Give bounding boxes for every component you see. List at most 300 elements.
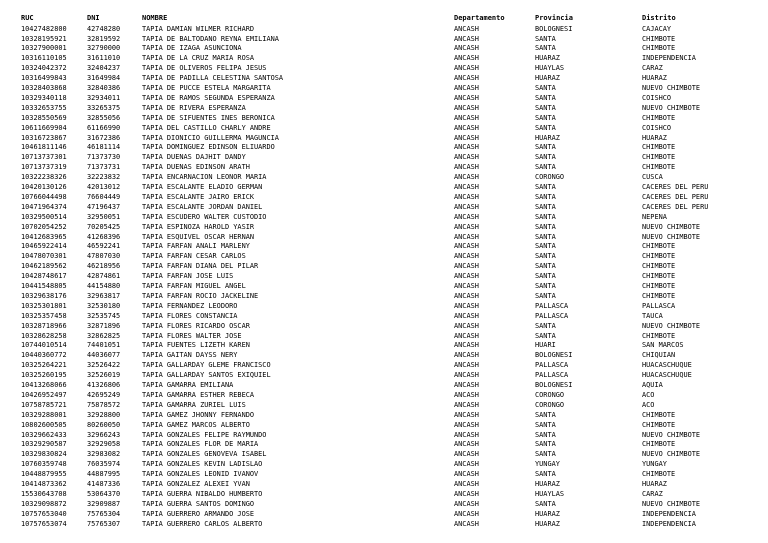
- nombre-cell: TAPIA FARFAN JOSE LUIS: [142, 272, 234, 281]
- table-row: [0, 203, 768, 213]
- dni-cell: 44887995: [87, 470, 121, 479]
- provincia-cell: SANTA: [535, 183, 556, 191]
- departamento-cell: ANCASH: [454, 24, 479, 33]
- provincia-cell: SANTA: [535, 291, 556, 300]
- table-row: [0, 94, 768, 104]
- nombre-cell: TAPIA GONZALES GENOVEVA ISABEL: [142, 450, 267, 459]
- nombre-cell: TAPIA ESCALANTE ELADIO GERMAN: [142, 183, 263, 191]
- ruc-cell: 10420130126: [21, 183, 67, 191]
- dni-cell: 46218956: [87, 262, 121, 271]
- dni-cell: 61166990: [87, 123, 121, 132]
- dni-cell: 42874861: [87, 272, 121, 281]
- nombre-cell: TAPIA GUERRERO CARLOS ALBERTO: [142, 519, 263, 528]
- nombre-cell: TAPIA GONZALES FELIPE RAYMUNDO: [142, 430, 267, 439]
- ruc-cell: 10414873362: [21, 480, 67, 488]
- distrito-cell: YUNGAY: [642, 460, 667, 469]
- provincia-cell: SANTA: [535, 242, 556, 251]
- nombre-cell: TAPIA DUEÑAS DAJHIT DANDY: [142, 153, 246, 162]
- departamento-cell: ANCASH: [454, 470, 479, 479]
- ruc-cell: 10802600505: [21, 420, 67, 429]
- dni-cell: 42695249: [87, 390, 121, 399]
- departamento-cell: ANCASH: [454, 133, 479, 142]
- table-row: [0, 183, 768, 193]
- dni-cell: 32909887: [87, 499, 121, 508]
- nombre-cell: TAPIA ESQUIVEL OSCAR HERNAN: [142, 232, 255, 241]
- dni-cell: 71373730: [87, 153, 121, 162]
- departamento-cell: ANCASH: [454, 242, 479, 251]
- table-row: [0, 35, 768, 45]
- provincia-cell: PALLASCA: [535, 311, 569, 320]
- provincia-cell: SANTA: [535, 113, 556, 122]
- nombre-cell: TAPIA DE OLIVEROS FELIPA JESUS: [142, 64, 267, 73]
- ruc-cell: 10757653040: [21, 509, 67, 518]
- nombre-cell: TAPIA ESCALANTE JORDAN DANIEL: [142, 202, 263, 211]
- departamento-cell: ANCASH: [454, 272, 479, 281]
- nombre-cell: TAPIA FARFAN ROCIO JACKELINE: [142, 291, 259, 300]
- distrito-cell: NEPEÑA: [642, 212, 667, 221]
- table-row: [0, 193, 768, 203]
- dni-cell: 44154880: [87, 282, 121, 290]
- nombre-cell: TAPIA FARFAN DIANA DEL PILAR: [142, 262, 259, 271]
- ruc-cell: 10428748617: [21, 272, 67, 281]
- table-row: [0, 391, 768, 401]
- dni-cell: 32819592: [87, 34, 121, 43]
- nombre-cell: TAPIA FLORES RICARDO OSCAR: [142, 321, 250, 330]
- departamento-cell: ANCASH: [454, 163, 479, 172]
- table-row: [0, 262, 768, 272]
- ruc-cell: 10328403868: [21, 84, 67, 92]
- distrito-cell: COISHCO: [642, 123, 672, 132]
- table-row: [0, 411, 768, 421]
- provincia-cell: CORONGO: [535, 400, 565, 409]
- provincia-cell: HUARAZ: [535, 54, 560, 63]
- distrito-cell: TAUCA: [642, 311, 663, 320]
- ruc-cell: 10328195921: [21, 34, 67, 43]
- table-row: [0, 233, 768, 243]
- ruc-cell: 10328718966: [21, 321, 67, 330]
- distrito-cell: NUEVO CHIMBOTE: [642, 103, 701, 112]
- ruc-cell: 10329500514: [21, 212, 67, 221]
- dni-cell: 75878572: [87, 400, 121, 409]
- departamento-cell: ANCASH: [454, 440, 479, 449]
- provincia-cell: CORONGO: [535, 390, 565, 399]
- provincia-cell: SANTA: [535, 153, 556, 162]
- provincia-cell: SANTA: [535, 44, 556, 53]
- distrito-cell: CARAZ: [642, 64, 663, 73]
- dni-cell: 32871896: [87, 321, 121, 330]
- nombre-cell: TAPIA FLORES WALTER JOSE: [142, 331, 242, 340]
- dni-cell: 70205425: [87, 222, 121, 231]
- nombre-cell: TAPIA FARFAN MIGUEL ANGEL: [142, 282, 246, 290]
- dni-cell: 41268396: [87, 232, 121, 241]
- provincia-cell: HUARAZ: [535, 480, 560, 488]
- distrito-cell: COISHCO: [642, 93, 672, 102]
- table-row: [0, 44, 768, 54]
- nombre-cell: TAPIA GAMARRA ZURIEL LUIS: [142, 400, 246, 409]
- header-ruc: RUC: [21, 14, 34, 22]
- departamento-cell: ANCASH: [454, 252, 479, 261]
- dni-cell: 41326806: [87, 381, 121, 389]
- departamento-cell: ANCASH: [454, 400, 479, 409]
- ruc-cell: 10760359748: [21, 460, 67, 469]
- distrito-cell: NUEVO CHIMBOTE: [642, 450, 701, 459]
- header-provincia: Provincia: [535, 14, 573, 22]
- ruc-cell: 10448879955: [21, 470, 67, 479]
- dni-cell: 33265375: [87, 103, 121, 112]
- provincia-cell: PALLASCA: [535, 301, 569, 310]
- table-row: [0, 351, 768, 361]
- dni-cell: 80260050: [87, 420, 121, 429]
- provincia-cell: SANTA: [535, 123, 556, 132]
- departamento-cell: ANCASH: [454, 291, 479, 300]
- provincia-cell: BOLOGNESI: [535, 24, 573, 33]
- dni-cell: 47196437: [87, 202, 121, 211]
- nombre-cell: TAPIA GAMEZ JHONNY FERNANDO: [142, 410, 255, 419]
- nombre-cell: TAPIA DE LA CRUZ MARIA ROSA: [142, 54, 255, 63]
- provincia-cell: SANTA: [535, 282, 556, 290]
- dni-cell: 46181114: [87, 143, 121, 152]
- provincia-cell: PALLASCA: [535, 371, 569, 380]
- dni-cell: 46592241: [87, 242, 121, 251]
- departamento-cell: ANCASH: [454, 54, 479, 63]
- dni-cell: 41487336: [87, 480, 121, 488]
- nombre-cell: TAPIA FARFAN CESAR CARLOS: [142, 252, 246, 261]
- ruc-cell: 10441548805: [21, 282, 67, 290]
- table-row: [0, 114, 768, 124]
- departamento-cell: ANCASH: [454, 430, 479, 439]
- distrito-cell: NUEVO CHIMBOTE: [642, 430, 701, 439]
- table-row: [0, 282, 768, 292]
- ruc-cell: 10758785721: [21, 400, 67, 409]
- header-distrito: Distrito: [642, 14, 676, 22]
- ruc-cell: 10332653755: [21, 103, 67, 112]
- nombre-cell: TAPIA GONZALES LEONID IVANOV: [142, 470, 259, 479]
- table-row: [0, 460, 768, 470]
- dni-cell: 32526422: [87, 361, 121, 370]
- table-row: [0, 292, 768, 302]
- ruc-cell: 10465922414: [21, 242, 67, 251]
- departamento-cell: ANCASH: [454, 361, 479, 370]
- dni-cell: 76604449: [87, 192, 121, 201]
- distrito-cell: CHIMBOTE: [642, 440, 676, 449]
- nombre-cell: TAPIA GALLARDAY SANTOS EXIQUIEL: [142, 371, 271, 380]
- table-row: [0, 54, 768, 64]
- departamento-cell: ANCASH: [454, 321, 479, 330]
- departamento-cell: ANCASH: [454, 371, 479, 380]
- table-row: [0, 242, 768, 252]
- departamento-cell: ANCASH: [454, 341, 479, 350]
- distrito-cell: CHIMBOTE: [642, 242, 676, 251]
- provincia-cell: SANTA: [535, 430, 556, 439]
- nombre-cell: TAPIA DE BALTODANO REYNA EMILIANA: [142, 34, 279, 43]
- provincia-cell: SANTA: [535, 34, 556, 43]
- departamento-cell: ANCASH: [454, 460, 479, 469]
- nombre-cell: TAPIA GONZALES FLOR DE MARIA: [142, 440, 259, 449]
- distrito-cell: CHIMBOTE: [642, 331, 676, 340]
- distrito-cell: PALLASCA: [642, 301, 676, 310]
- dni-cell: 32862825: [87, 331, 121, 340]
- provincia-cell: SANTA: [535, 262, 556, 271]
- ruc-cell: 10328628258: [21, 331, 67, 340]
- provincia-cell: HUARAZ: [535, 74, 560, 83]
- dni-cell: 74401051: [87, 341, 121, 350]
- provincia-cell: HUAYLAS: [535, 64, 565, 73]
- table-row: [0, 341, 768, 351]
- table-row: [0, 272, 768, 282]
- table-row: [0, 361, 768, 371]
- ruc-cell: 10412683965: [21, 232, 67, 241]
- departamento-cell: ANCASH: [454, 390, 479, 399]
- distrito-cell: CUSCA: [642, 173, 663, 182]
- nombre-cell: TAPIA DIONICIO GUILLERMA MAGUNCIA: [142, 133, 279, 142]
- distrito-cell: CHIMBOTE: [642, 163, 676, 172]
- departamento-cell: ANCASH: [454, 202, 479, 211]
- distrito-cell: CACERES DEL PERU: [642, 202, 709, 211]
- nombre-cell: TAPIA GAMARRA EMILIANA: [142, 381, 234, 389]
- dni-cell: 32966243: [87, 430, 121, 439]
- nombre-cell: TAPIA DAMIAN WILMER RICHARD: [142, 24, 255, 33]
- ruc-cell: 10324042372: [21, 64, 67, 73]
- ruc-cell: 10329290587: [21, 440, 67, 449]
- distrito-cell: CHIMBOTE: [642, 252, 676, 261]
- departamento-cell: ANCASH: [454, 331, 479, 340]
- table-row: [0, 134, 768, 144]
- departamento-cell: ANCASH: [454, 262, 479, 271]
- header-departamento: Departamento: [454, 14, 505, 22]
- distrito-cell: HUARAZ: [642, 74, 667, 83]
- distrito-cell: ACO: [642, 390, 655, 399]
- provincia-cell: SANTA: [535, 163, 556, 172]
- table-row: [0, 371, 768, 381]
- distrito-cell: CHIMBOTE: [642, 470, 676, 479]
- distrito-cell: NUEVO CHIMBOTE: [642, 232, 701, 241]
- nombre-cell: TAPIA GAMEZ MARCOS ALBERTO: [142, 420, 250, 429]
- table-row: [0, 124, 768, 134]
- table-row: [0, 450, 768, 460]
- provincia-cell: BOLOGNESI: [535, 381, 573, 389]
- provincia-cell: SANTA: [535, 272, 556, 281]
- ruc-cell: 10713737319: [21, 163, 67, 172]
- departamento-cell: ANCASH: [454, 450, 479, 459]
- ruc-cell: 10766044498: [21, 192, 67, 201]
- departamento-cell: ANCASH: [454, 489, 479, 498]
- provincia-cell: SANTA: [535, 192, 556, 201]
- nombre-cell: TAPIA DE IZAGA ASUNCIONA: [142, 44, 242, 53]
- provincia-cell: CORONGO: [535, 173, 565, 182]
- provincia-cell: PALLASCA: [535, 361, 569, 370]
- distrito-cell: CHIMBOTE: [642, 44, 676, 53]
- nombre-cell: TAPIA DE RAMOS SEGUNDA ESPERANZA: [142, 93, 275, 102]
- ruc-cell: 10316110105: [21, 54, 67, 63]
- departamento-cell: ANCASH: [454, 113, 479, 122]
- distrito-cell: INDEPENDENCIA: [642, 54, 696, 63]
- table-row: [0, 64, 768, 74]
- header-nombre: NOMBRE: [142, 14, 168, 22]
- provincia-cell: SANTA: [535, 331, 556, 340]
- dni-cell: 32950051: [87, 212, 121, 221]
- provincia-cell: SANTA: [535, 202, 556, 211]
- nombre-cell: TAPIA ESPINOZA HAROLD YASIR: [142, 222, 255, 231]
- nombre-cell: TAPIA GAMARRA ESTHER REBECA: [142, 390, 255, 399]
- provincia-cell: YUNGAY: [535, 460, 560, 469]
- ruc-cell: 10327900001: [21, 44, 67, 53]
- table-row: [0, 510, 768, 520]
- provincia-cell: SANTA: [535, 321, 556, 330]
- ruc-cell: 10329638176: [21, 291, 67, 300]
- nombre-cell: TAPIA ENCARNACION LEONOR MARIA: [142, 173, 267, 182]
- nombre-cell: TAPIA DE PUCCE ESTELA MARGARITA: [142, 84, 271, 92]
- dni-cell: 71373731: [87, 163, 121, 172]
- distrito-cell: INDEPENDENCIA: [642, 519, 696, 528]
- distrito-cell: CHIMBOTE: [642, 34, 676, 43]
- table-row: [0, 421, 768, 431]
- nombre-cell: TAPIA DE SIFUENTES INES BERONICA: [142, 113, 275, 122]
- dni-cell: 31672386: [87, 133, 121, 142]
- table-row: [0, 223, 768, 233]
- distrito-cell: CACERES DEL PERU: [642, 192, 709, 201]
- departamento-cell: ANCASH: [454, 499, 479, 508]
- ruc-cell: 10325264221: [21, 361, 67, 370]
- departamento-cell: ANCASH: [454, 153, 479, 162]
- departamento-cell: ANCASH: [454, 282, 479, 290]
- ruc-cell: 10744010514: [21, 341, 67, 350]
- table-row: [0, 322, 768, 332]
- distrito-cell: CHIQUIAN: [642, 351, 676, 360]
- nombre-cell: TAPIA DEL CASTILLO CHARLY ANDRE: [142, 123, 271, 132]
- provincia-cell: BOLOGNESI: [535, 351, 573, 360]
- ruc-cell: 10611669904: [21, 123, 67, 132]
- nombre-cell: TAPIA GAITAN DAYSS NERY: [142, 351, 238, 360]
- departamento-cell: ANCASH: [454, 64, 479, 73]
- departamento-cell: ANCASH: [454, 519, 479, 528]
- dni-cell: 44036077: [87, 351, 121, 360]
- table-row: [0, 480, 768, 490]
- ruc-cell: 15530643708: [21, 489, 67, 498]
- dni-cell: 53064370: [87, 489, 121, 498]
- departamento-cell: ANCASH: [454, 410, 479, 419]
- dni-cell: 32526019: [87, 371, 121, 380]
- departamento-cell: ANCASH: [454, 311, 479, 320]
- ruc-cell: 10329288001: [21, 410, 67, 419]
- ruc-cell: 10328550569: [21, 113, 67, 122]
- distrito-cell: CHIMBOTE: [642, 262, 676, 271]
- table-row: [0, 332, 768, 342]
- dni-cell: 32934011: [87, 93, 121, 102]
- ruc-cell: 10471964374: [21, 202, 67, 211]
- nombre-cell: TAPIA ESCALANTE JAIRO ERICK: [142, 192, 255, 201]
- distrito-cell: NUEVO CHIMBOTE: [642, 499, 701, 508]
- distrito-cell: CARAZ: [642, 489, 663, 498]
- dni-cell: 32530180: [87, 301, 121, 310]
- provincia-cell: SANTA: [535, 232, 556, 241]
- ruc-cell: 10426952497: [21, 390, 67, 399]
- provincia-cell: HUARAZ: [535, 133, 560, 142]
- departamento-cell: ANCASH: [454, 143, 479, 152]
- nombre-cell: TAPIA GALLARDAY GLEME FRANCISCO: [142, 361, 271, 370]
- table-row: [0, 431, 768, 441]
- provincia-cell: SANTA: [535, 410, 556, 419]
- distrito-cell: SAN MARCOS: [642, 341, 684, 350]
- ruc-cell: 10713737301: [21, 153, 67, 162]
- nombre-cell: TAPIA FERNANDEZ LEODORO: [142, 301, 238, 310]
- nombre-cell: TAPIA ESCUDERO WALTER CUSTODIO: [142, 212, 267, 221]
- departamento-cell: ANCASH: [454, 509, 479, 518]
- dni-cell: 32535745: [87, 311, 121, 320]
- provincia-cell: SANTA: [535, 420, 556, 429]
- dni-cell: 31611010: [87, 54, 121, 63]
- distrito-cell: NUEVO CHIMBOTE: [642, 321, 701, 330]
- provincia-cell: SANTA: [535, 499, 556, 508]
- nombre-cell: TAPIA GONZALES KEVIN LADISLAO: [142, 460, 263, 469]
- provincia-cell: SANTA: [535, 93, 556, 102]
- distrito-cell: AQUIA: [642, 381, 663, 389]
- dni-cell: 32928800: [87, 410, 121, 419]
- ruc-cell: 10440360772: [21, 351, 67, 360]
- table-row: [0, 252, 768, 262]
- departamento-cell: ANCASH: [454, 44, 479, 53]
- dni-cell: 42748280: [87, 24, 121, 33]
- departamento-cell: ANCASH: [454, 212, 479, 221]
- provincia-cell: SANTA: [535, 103, 556, 112]
- ruc-cell: 10316723867: [21, 133, 67, 142]
- distrito-cell: CHIMBOTE: [642, 272, 676, 281]
- distrito-cell: NUEVO CHIMBOTE: [642, 222, 701, 231]
- table-row: [0, 490, 768, 500]
- departamento-cell: ANCASH: [454, 84, 479, 92]
- distrito-cell: ACO: [642, 400, 655, 409]
- departamento-cell: ANCASH: [454, 192, 479, 201]
- table-row: [0, 213, 768, 223]
- distrito-cell: HUACASCHUQUE: [642, 371, 692, 380]
- departamento-cell: ANCASH: [454, 173, 479, 182]
- provincia-cell: SANTA: [535, 252, 556, 261]
- table-row: [0, 470, 768, 480]
- table-row: [0, 74, 768, 84]
- ruc-cell: 10478070301: [21, 252, 67, 261]
- provincia-cell: HUAYLAS: [535, 489, 565, 498]
- provincia-cell: SANTA: [535, 143, 556, 152]
- table-row: [0, 401, 768, 411]
- table-row: [0, 104, 768, 114]
- nombre-cell: TAPIA FUENTES LIZETH KAREN: [142, 341, 250, 350]
- ruc-cell: 10325301801: [21, 301, 67, 310]
- distrito-cell: HUARAZ: [642, 133, 667, 142]
- dni-cell: 31649984: [87, 74, 121, 83]
- provincia-cell: HUARAZ: [535, 509, 560, 518]
- departamento-cell: ANCASH: [454, 103, 479, 112]
- ruc-cell: 10316499843: [21, 74, 67, 83]
- provincia-cell: SANTA: [535, 440, 556, 449]
- dni-cell: 32855056: [87, 113, 121, 122]
- departamento-cell: ANCASH: [454, 74, 479, 83]
- distrito-cell: CACERES DEL PERU: [642, 183, 709, 191]
- provincia-cell: SANTA: [535, 212, 556, 221]
- nombre-cell: TAPIA DUEÑAS EDINSON ARATH: [142, 163, 250, 172]
- provincia-cell: SANTA: [535, 470, 556, 479]
- table-row: [0, 440, 768, 450]
- header-dni: DNI: [87, 14, 100, 22]
- provincia-cell: SANTA: [535, 222, 556, 231]
- distrito-cell: CHIMBOTE: [642, 291, 676, 300]
- provincia-cell: SANTA: [535, 450, 556, 459]
- distrito-cell: CHIMBOTE: [642, 113, 676, 122]
- table-row: [0, 173, 768, 183]
- ruc-cell: 10322238326: [21, 173, 67, 182]
- departamento-cell: ANCASH: [454, 222, 479, 231]
- nombre-cell: TAPIA DE PADILLA CELESTINA SANTOSA: [142, 74, 284, 83]
- provincia-cell: HUARAZ: [535, 519, 560, 528]
- table-row: [0, 500, 768, 510]
